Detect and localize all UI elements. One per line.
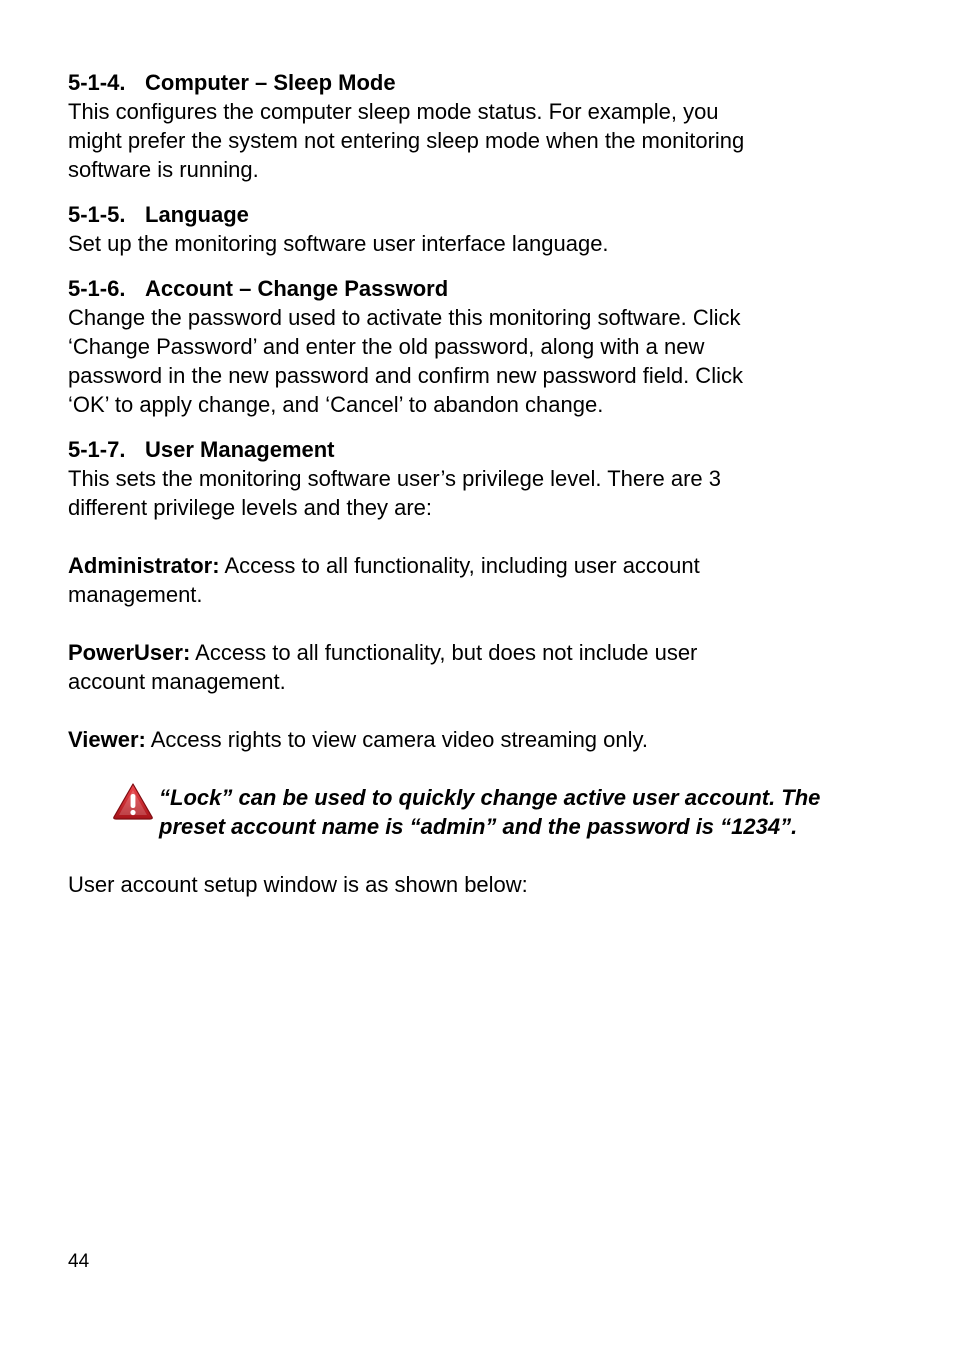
privilege-label: Administrator: [68,553,220,578]
paragraph-line: software is running. [68,157,259,182]
paragraph-line: Set up the monitoring software user interface language. [68,231,609,256]
privilege-description: account management. [68,669,286,694]
note-line: preset account name is “admin” and the password is “1234”. [159,814,798,839]
section-title: Language [145,202,249,227]
paragraph-line: ‘OK’ to apply change, and ‘Cancel’ to abandon change. [68,392,604,417]
section-title: Account – Change Password [145,276,449,301]
privilege-label: PowerUser: [68,640,191,665]
paragraph-line: Change the password used to activate this monitoring software. Click [68,305,741,330]
paragraph-line: different privilege levels and they are: [68,495,433,520]
section-user-management [68,435,828,522]
section-heading [68,435,828,464]
section-title: Computer – Sleep Mode [145,70,396,95]
section-heading [68,68,828,97]
section-number: 5-1-7. [68,437,126,462]
privilege-label: Viewer: [68,727,146,752]
note-line: “Lock” can be used to quickly change active user account. The [159,785,821,810]
page-number: 44 [68,1251,90,1272]
section-sleep-mode [68,68,828,184]
paragraph-line: might prefer the system not entering sleep mode when the monitoring [68,128,745,153]
section-title: User Management [145,437,335,462]
section-number: 5-1-4. [68,70,126,95]
section-heading [68,200,828,229]
privilege-description: management. [68,582,203,607]
privilege-description: Access rights to view camera video streaming only. [145,727,648,752]
privilege-description: Access to all functionality, but does not include user [190,640,698,665]
paragraph-line: ‘Change Password’ and enter the old password, along with a new [68,334,705,359]
warning-note [68,783,828,841]
paragraph-line: This sets the monitoring software user’s privilege level. There are 3 [68,466,721,491]
privilege-administrator [68,551,828,609]
section-number: 5-1-6. [68,276,126,301]
privilege-poweruser [68,638,828,696]
warning-icon [112,782,154,820]
privilege-description: Access to all functionality, including user account [219,553,700,578]
section-change-password [68,274,828,419]
section-language [68,200,828,258]
paragraph-line: password in the new password and confirm new password field. Click [68,363,743,388]
footer-text: User account setup window is as shown below: [68,872,528,897]
page-content [68,68,828,899]
section-number: 5-1-5. [68,202,126,227]
section-heading [68,274,828,303]
paragraph-line: This configures the computer sleep mode status. For example, you [68,99,719,124]
privilege-viewer [68,725,828,754]
